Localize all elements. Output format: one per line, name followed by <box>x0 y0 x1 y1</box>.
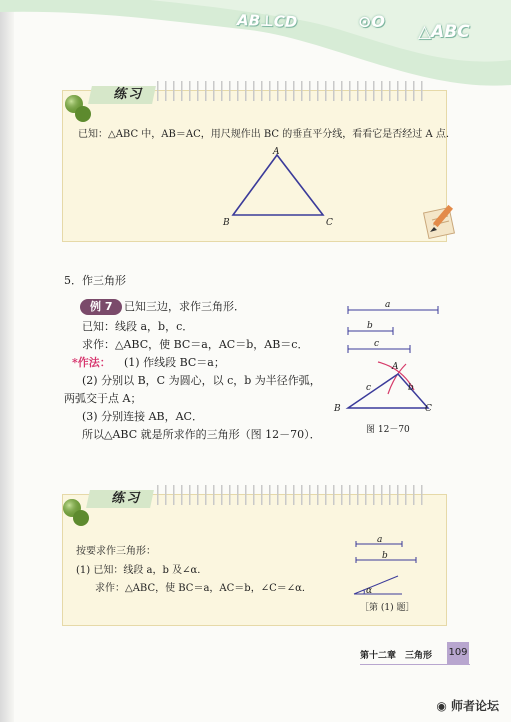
example-conclusion: 所以△ABC 就是所求作的三角形（图 12－70）． <box>82 428 321 441</box>
p2-label-b: b <box>382 551 388 561</box>
notepad-pencil-icon <box>420 200 462 242</box>
example-given: 已知：线段 a，b，c． <box>82 320 194 333</box>
triangle-abc <box>233 155 323 215</box>
example-statement: 已知三边，求作三角形． <box>124 300 245 313</box>
vertex-label-a: A <box>273 147 280 157</box>
constructed-triangle <box>348 374 428 408</box>
page-gutter-shadow <box>0 0 14 722</box>
notebook-spiral <box>153 485 426 505</box>
p2-figure-caption: ［第 (1) 题］ <box>360 603 415 613</box>
p2-angle-ray-2 <box>354 576 398 594</box>
example-badge: 例 7 <box>80 299 122 315</box>
practice-2-item-1b: 求作：△ABC，使 BC＝a，AC＝b，∠C＝∠α． <box>95 583 312 594</box>
watermark-text: 师者论坛 <box>450 699 499 713</box>
fig-label-seg-b: b <box>367 321 373 331</box>
fig-vertex-a: A <box>392 362 399 372</box>
p2-label-alpha: α <box>366 586 373 596</box>
practice-tag-1: 练习 <box>88 86 156 104</box>
page-number: 109 <box>447 642 469 664</box>
practice-tag-2: 练习 <box>86 490 154 508</box>
vertex-label-c: C <box>326 218 333 228</box>
method-step-1: (1) 作线段 BC＝a； <box>124 356 225 369</box>
vertex-label-b: B <box>223 218 230 228</box>
fig-vertex-c: C <box>425 404 432 414</box>
fig-label-seg-a: a <box>385 300 391 310</box>
practice-2-figure <box>344 532 424 602</box>
method-label: *作法： <box>72 356 111 369</box>
example-required: 求作：△ABC，使 BC＝a，AC＝b，AB＝c． <box>82 338 309 351</box>
section-heading: 5．作三角形 <box>64 274 126 287</box>
fig-vertex-b: B <box>334 404 341 414</box>
practice-2-instruction: 按要求作三角形： <box>76 546 156 557</box>
method-step-2a: (2) 分别以 B，C 为圆心，以 c，b 为半径作弧， <box>82 374 321 387</box>
practice-1-text: 已知：△ABC 中，AB＝AC，用尺规作出 BC 的垂直平分线，看看它是否经过 A 点． <box>78 129 456 140</box>
method-step-2b: 两弧交于点 A； <box>64 392 142 405</box>
fig-arc-label-b: b <box>408 383 414 393</box>
watermark <box>436 697 499 714</box>
practice-2-item-1a: (1) 已知：线段 a，b 及∠α． <box>76 565 208 576</box>
banner-formula-circle: ⊙O <box>358 12 386 31</box>
figure-caption: 图 12－70 <box>366 425 410 435</box>
fig-arc-label-c: c <box>366 383 372 393</box>
wechat-icon: ◉ <box>436 699 447 713</box>
banner-formula-perpendicular: AB⊥CD <box>236 10 298 32</box>
footer-rule <box>360 664 470 665</box>
chapter-footer: 第十二章 三角形 <box>360 651 433 661</box>
p2-label-a: a <box>377 535 383 545</box>
notebook-spiral <box>153 81 426 101</box>
fig-label-seg-c: c <box>374 339 380 349</box>
method-step-3: (3) 分别连接 AB，AC． <box>82 410 203 423</box>
banner-formula-triangle: △ABC <box>418 22 470 42</box>
